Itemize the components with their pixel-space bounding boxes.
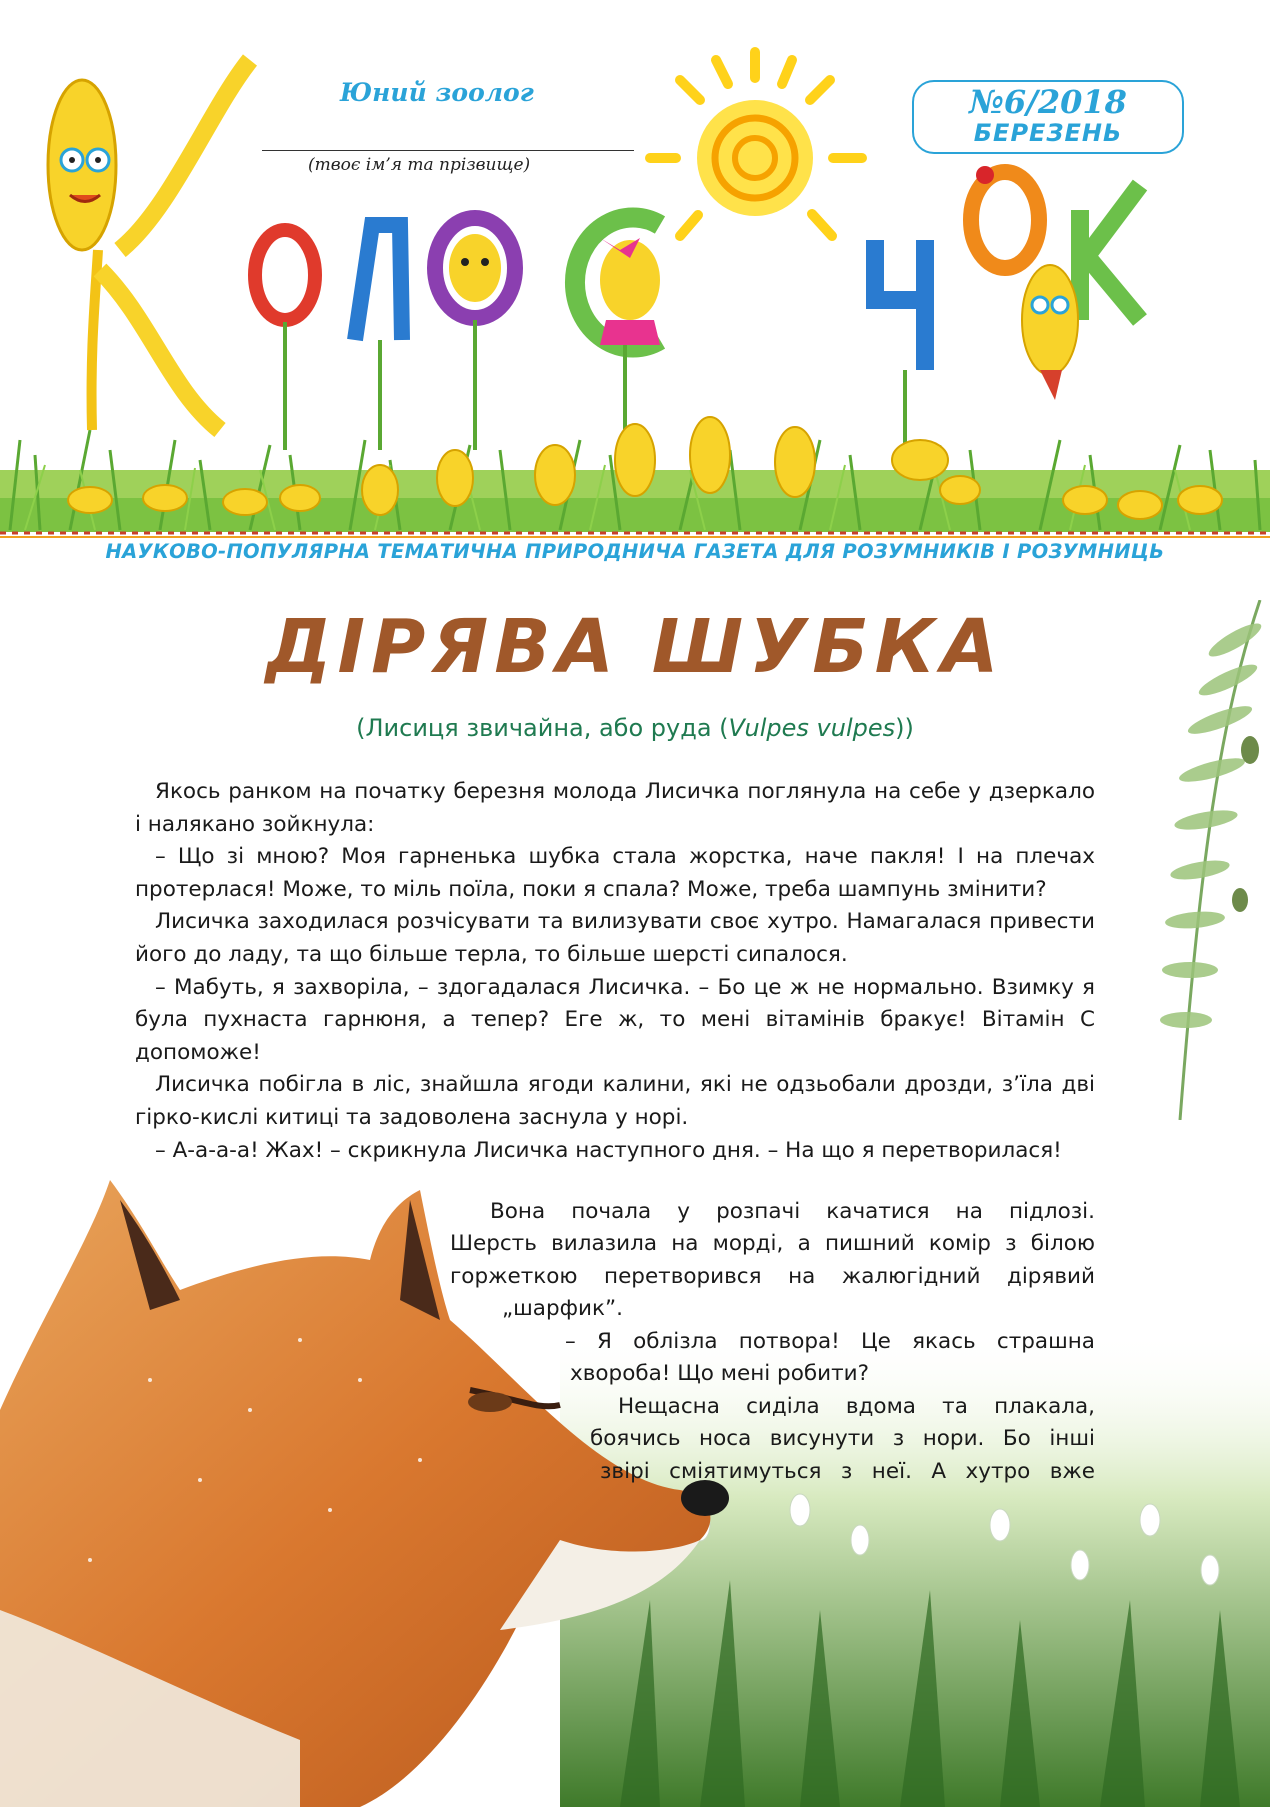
subtitle-suffix: )) xyxy=(895,714,914,742)
issue-month: БЕРЕЗЕНЬ xyxy=(973,119,1123,147)
paragraph: – Мабуть, я захворіла, – здогадалася Лисичка. – Бо це ж не нормально. Взимку я була пухнаста гарнюня, а тепер? Еге ж, то мені вітамінів бракує! Вітамін С допоможе! xyxy=(135,974,1095,1065)
paragraph: Лисичка заходилася розчісувати та вилизувати своє хутро. Намагалася привести його до ладу, та що більше терла, то більше шерсті сипалося. xyxy=(135,909,1095,967)
article-title: ДІРЯВА ШУБКА xyxy=(265,604,1005,690)
paragraph: – Що зі мною? Моя гарненька шубка стала жорстка, наче пакля! І на плечах протерлася! Може, то міль поїла, поки я спала? Може, треба шампунь змінити? xyxy=(135,844,1095,902)
name-hint: (твоє ім’я та прізвище) xyxy=(308,155,531,175)
article-body xyxy=(135,776,1095,1167)
issue-number: №6/2018 xyxy=(969,83,1127,121)
masthead xyxy=(0,0,1270,563)
sun-illustration xyxy=(650,52,862,236)
text-line: хвороба! Що мені робити? xyxy=(570,1361,869,1386)
paragraph: Якось ранком на початку березня молода Лисичка поглянула на себе у дзеркало і налякано зойкнула: xyxy=(135,779,1095,837)
text-line: Шерсть вилазила на морді, а пишний комір з білою xyxy=(450,1231,1095,1256)
newspaper-tagline: НАУКОВО-ПОПУЛЯРНА ТЕМАТИЧНА ПРИРОДНИЧА ГАЗЕТА ДЛЯ РОЗУМНИКІВ І РОЗУМНИЦЬ xyxy=(105,540,1165,563)
logo-letters xyxy=(255,166,1140,450)
text-line: горжеткою перетворився на жалюгідний дірявий xyxy=(450,1264,1095,1289)
article-subtitle xyxy=(0,714,1270,742)
issue-badge xyxy=(912,80,1184,154)
fern-branch-illustration xyxy=(1140,600,1270,1120)
text-line: Нещасна сиділа вдома та плакала, xyxy=(618,1394,1095,1419)
text-line: боячись носа висунути з нори. Бо інші xyxy=(590,1426,1095,1451)
text-line: „шарфик”. xyxy=(502,1296,623,1321)
masthead-border xyxy=(0,533,1270,537)
paragraph: Лисичка побігла в ліс, знайшла ягоди калини, які не одзьобали дрозди, з’їла дві гірко-кислі китиці та задоволена заснула у норі. xyxy=(135,1072,1095,1130)
wheat-character-illustration xyxy=(48,60,250,430)
text-line: – Я облізла потвора! Це якась страшна xyxy=(565,1329,1095,1354)
name-write-line[interactable] xyxy=(262,150,634,151)
text-line: звірі сміятимуться з неї. А хутро вже xyxy=(600,1459,1095,1484)
subtitle-prefix: (Лисиця звичайна, або руда ( xyxy=(356,714,729,742)
subtitle-latin-name: Vulpes vulpes xyxy=(728,714,896,742)
text-line: Вона почала у розпачі качатися на підлозі. xyxy=(490,1199,1095,1224)
section-label: Юний зоолог xyxy=(340,78,534,107)
paragraph: – А-а-а-а! Жах! – скрикнула Лисичка наступного дня. – На що я перетворилася! xyxy=(155,1137,1062,1163)
